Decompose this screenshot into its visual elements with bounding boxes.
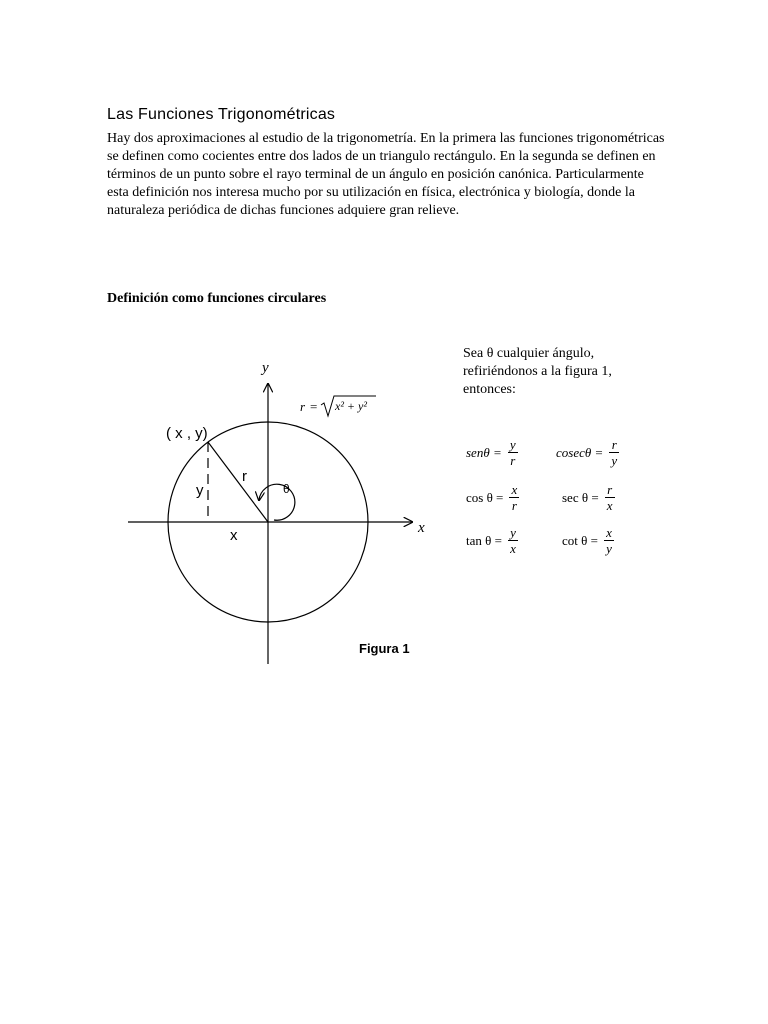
section-heading: Definición como funciones circulares <box>107 291 327 306</box>
formula-cosec <box>556 437 619 468</box>
formula-lhs: cosecθ = <box>556 444 604 460</box>
formula-tan <box>466 525 518 556</box>
denominator: r <box>510 453 516 468</box>
formula-cos <box>466 482 519 513</box>
angle-label: θ <box>283 482 290 496</box>
y-axis-label: y <box>262 360 269 376</box>
page-title: Las Funciones Trigonométricas <box>107 106 336 123</box>
numerator: x <box>606 525 612 540</box>
denominator: y <box>606 541 612 556</box>
figure-intro-line: entonces: <box>463 382 516 397</box>
denominator: r <box>511 498 517 513</box>
x-axis-label: x <box>418 520 425 536</box>
radius-line <box>208 442 268 522</box>
formula-sen <box>466 437 518 468</box>
point-label: ( x , y) <box>166 425 208 442</box>
formula-sec <box>562 482 615 513</box>
figure-caption: Figura 1 <box>359 641 410 656</box>
formula-cot <box>562 525 614 556</box>
fraction <box>508 525 518 556</box>
denominator: x <box>510 541 516 556</box>
fraction <box>508 437 518 468</box>
formula-lhs: tan θ = <box>466 532 502 548</box>
numerator: r <box>611 437 617 452</box>
fraction <box>509 482 519 513</box>
formula-lhs: cot θ = <box>562 532 598 548</box>
unit-circle-figure <box>120 350 440 670</box>
fraction <box>609 437 619 468</box>
fraction <box>605 482 615 513</box>
radius-formula <box>300 396 376 416</box>
figure-intro-text <box>463 345 653 399</box>
numerator: y <box>510 525 516 540</box>
fraction <box>604 525 614 556</box>
figure-intro-line: Sea θ cualquier ángulo, <box>463 346 595 361</box>
formula-lhs: cos θ = <box>466 489 504 505</box>
numerator: x <box>511 482 518 497</box>
figure-intro-line: refiriéndonos a la figura 1, <box>463 364 612 379</box>
numerator: r <box>607 482 613 497</box>
formula-lhs: sec θ = <box>562 489 599 505</box>
radius-label: r <box>242 468 247 485</box>
formula-lhs: senθ = <box>466 444 502 460</box>
intro-paragraph: Hay dos aproximaciones al estudio de la trigonometría. En la primera las funciones trigonométricas se definen como cocientes entre dos lados de un triangulo rectángulo. En la segunda se definen en términos de un punto sobre el rayo terminal de un ángulo en posición canónica. Particularmente esta definición nos interesa mucho por su utilización en física, electrónica y biología, donde la naturaleza periódica de dichas funciones adquiere gran relieve. <box>107 131 665 218</box>
radius-formula-radicand: x² + y² <box>335 399 367 413</box>
horizontal-segment-label: x <box>230 527 238 544</box>
numerator: y <box>509 437 516 452</box>
trig-definitions <box>462 435 662 570</box>
vertical-segment-label: y <box>196 482 204 499</box>
radius-formula-lhs: r <box>300 399 306 414</box>
radius-formula-eq: = <box>310 399 318 414</box>
denominator: y <box>611 453 618 468</box>
denominator: x <box>606 498 613 513</box>
